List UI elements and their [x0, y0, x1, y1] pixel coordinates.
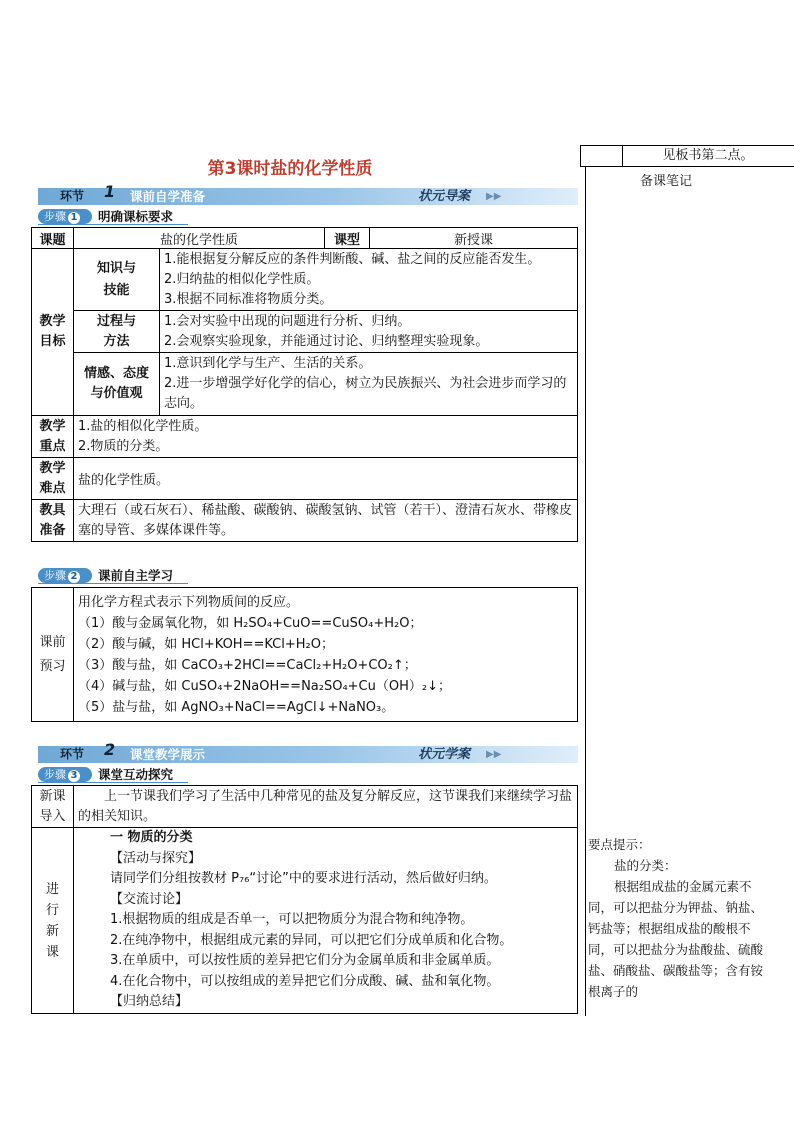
tips-box [588, 834, 768, 1002]
cell-label: 教具准备 [32, 500, 74, 542]
goal-label: 教学目标 [32, 249, 74, 416]
jinxing-line: 3.在单质中，可以按性质的差异把它们分为金属单质和非金属单质。 [110, 953, 500, 968]
step-title: 明确课标要求 [98, 209, 174, 224]
sub-label: 情感、态度与价值观 [74, 353, 160, 416]
jinxing-content [74, 828, 578, 1014]
right-column-divider [585, 166, 586, 1016]
step-bar [38, 767, 188, 782]
section-right-label: 状元学案 [418, 747, 471, 762]
right-note-table [580, 145, 794, 167]
step-bar [38, 209, 188, 224]
jinxing-heading: 一 物质的分类 [110, 830, 193, 845]
step-pill-label: 步骤 [44, 210, 66, 223]
section-band [38, 740, 578, 763]
preview-item: （3）酸与盐，如 CaCO₃+2HCl==CaCl₂+H₂O+CO₂↑； [78, 657, 417, 673]
cell-label: 课型 [325, 228, 370, 249]
page-title: 第3课时盐的化学性质 [207, 159, 373, 179]
preview-item: （1）酸与金属氧化物，如 H₂SO₄+CuO==CuSO₄+H₂O； [78, 615, 423, 631]
step-number: 1 [68, 212, 80, 224]
preview-table [31, 587, 578, 722]
right-note-text: 见板书第二点。 [662, 148, 754, 163]
tips-line: 根据组成盐的金属元素不同，可以把盐分为钾盐、钠盐、钙盐等；根据组成盐的酸根不同，可以把盐分为盐酸盐、硫酸盐、硝酸盐、碳酸盐等；含有铵根离子的 [588, 879, 764, 999]
section-band [38, 182, 578, 205]
classroom-table [31, 785, 578, 1014]
zhishi-lines: 1.能根据复分解反应的条件判断酸、碱、盐之间的反应能否发生。 2.归纳盐的相似化学性质。 3.根据不同标准将物质分类。 [160, 249, 578, 311]
step-number: 2 [68, 571, 80, 583]
right-note-empty-cell [580, 146, 623, 166]
jinxing-line: 请同学们分组按教材 P₇₆“讨论”中的要求进行活动，然后做好归纳。 [110, 871, 497, 886]
step-pill [38, 568, 92, 583]
jinxing-label: 进行新课 [32, 828, 74, 1014]
qinggan-lines: 1.意识到化学与生产、生活的关系。 2.进一步增强学好化学的信心，树立为民族振兴、为社会进步而学习的志向。 [160, 353, 578, 416]
notes-title: 备课笔记 [640, 174, 693, 189]
cell-value: 新授课 [370, 228, 578, 249]
section-label: 课堂教学展示 [130, 747, 206, 762]
jiaoju-value: 大理石（或石灰石）、稀盐酸、碳酸钠、碳酸氢钠、试管（若干）、澄清石灰水、带橡皮塞的导管、多媒体课件等。 [74, 500, 578, 542]
step-pill-label: 步骤 [44, 569, 66, 582]
step-pill [38, 209, 92, 224]
sub-label: 知识与技能 [74, 249, 160, 311]
section-huanjie: 环节 [60, 189, 85, 203]
zhongdian-lines: 1.盐的相似化学性质。 2.物质的分类。 [74, 416, 578, 458]
step-pill [38, 767, 92, 782]
jinxing-line: 【交流讨论】 [110, 891, 189, 907]
section-label: 课前自学准备 [130, 189, 206, 204]
jinxing-line: 1.根据物质的组成是否单一，可以把物质分为混合物和纯净物。 [110, 912, 474, 927]
section-huanjie: 环节 [60, 747, 85, 761]
double-arrow-icon: ▶▶ [486, 191, 502, 202]
nandian-value: 盐的化学性质。 [74, 458, 578, 500]
preview-intro: 用化学方程式表示下列物质间的反应。 [78, 594, 300, 610]
guocheng-lines: 1.会对实验中出现的问题进行分析、归纳。 2.会观察实验现象，并能通过讨论、归纳整理实验现象。 [160, 311, 578, 353]
preview-item: （4）碱与盐，如 CuSO₄+2NaOH==Na₂SO₄+Cu（OH）₂↓； [78, 678, 451, 694]
preview-content [74, 588, 578, 722]
cell-label: 课题 [32, 228, 74, 249]
double-arrow-icon: ▶▶ [486, 749, 502, 760]
preview-item: （2）酸与碱，如 HCl+KOH==KCl+H₂O； [78, 636, 334, 652]
jinxing-line: 【活动与探究】 [110, 850, 202, 866]
tips-title: 要点提示： [588, 837, 651, 852]
cell-value: 盐的化学性质 [74, 228, 325, 249]
jinxing-line: 4.在化合物中，可以按组成的差异把它们分成酸、碱、盐和氧化物。 [110, 973, 500, 989]
step-title: 课前自主学习 [98, 568, 174, 583]
sub-label: 过程与方法 [74, 311, 160, 353]
tips-line: 盐的分类： [614, 858, 677, 873]
jinxing-line: 2.在纯净物中，根据组成元素的异同，可以把它们分成单质和化合物。 [110, 932, 513, 948]
preview-item: （5）盐与盐，如 AgNO₃+NaCl==AgCl↓+NaNO₃。 [78, 699, 395, 715]
xinke-label: 新课导入 [32, 786, 74, 828]
section-number: 1 [104, 182, 116, 201]
course-goal-table [31, 227, 578, 542]
section-right-label: 状元导案 [418, 189, 471, 204]
step-title: 课堂互动探究 [98, 767, 174, 782]
jinxing-line: 【归纳总结】 [110, 994, 189, 1009]
step-pill-label: 步骤 [44, 768, 66, 781]
section-number: 2 [104, 740, 116, 759]
cell-label: 教学难点 [32, 458, 74, 500]
step-number: 3 [68, 770, 80, 782]
step-bar [38, 568, 188, 583]
xinke-text: 上一节课我们学习了生活中几种常见的盐及复分解反应，这节课我们来继续学习盐的相关知识。 [74, 786, 578, 828]
cell-label: 教学重点 [32, 416, 74, 458]
preview-label: 课前预习 [32, 588, 74, 722]
